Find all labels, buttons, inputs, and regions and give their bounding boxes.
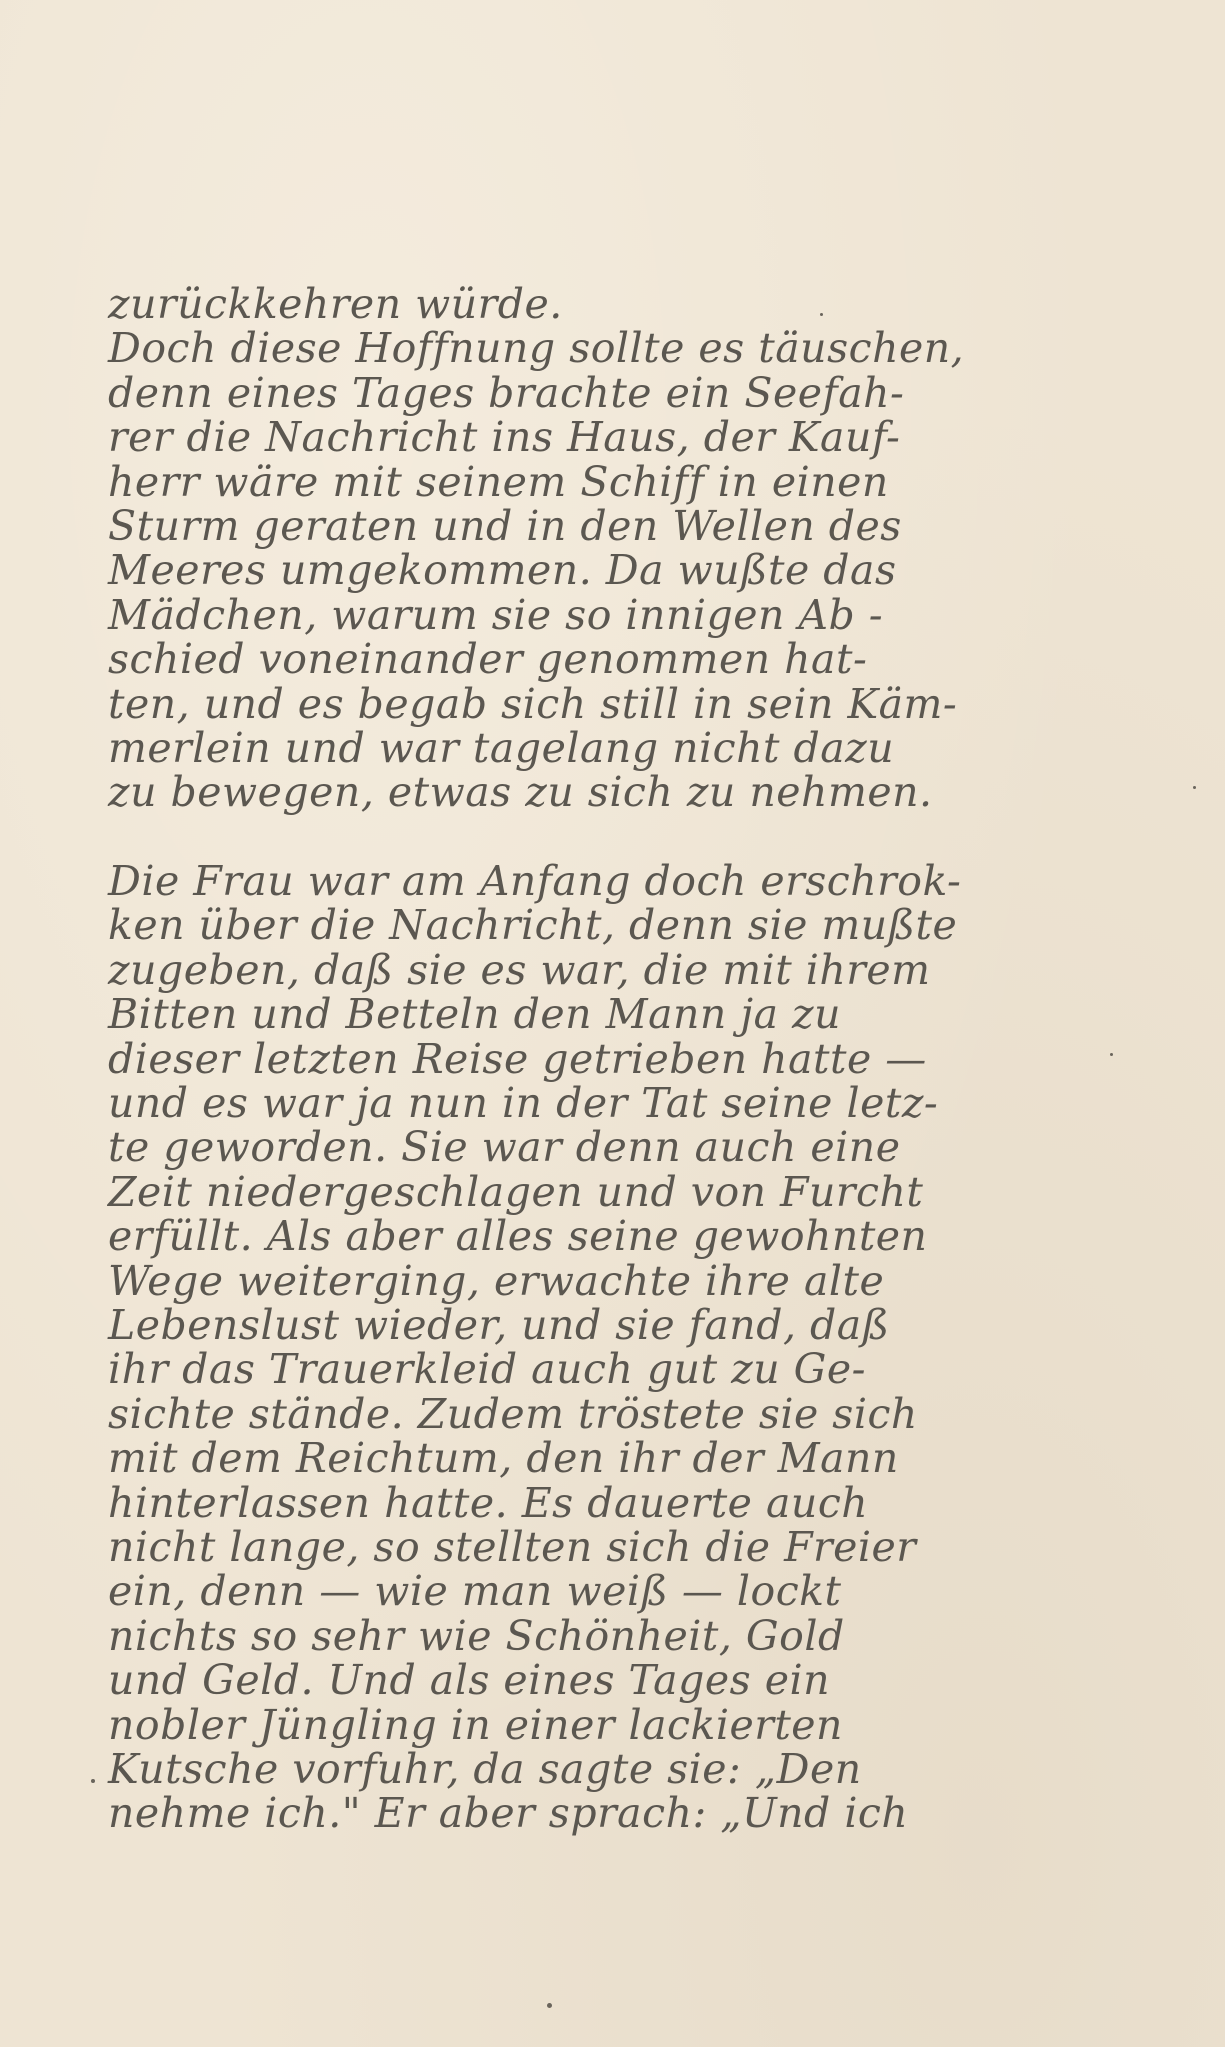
paragraph-spacer (108, 815, 1168, 859)
text-line: herr wäre mit seinem Schiff in einen (108, 457, 889, 506)
paragraph-1 (108, 282, 1168, 815)
text-line: hinterlassen hatte. Es dauerte auch (108, 1478, 869, 1527)
text-line: nehme ich." Er aber sprach: „Und ich (108, 1789, 909, 1838)
text-line: ein, denn — wie man weiß — lockt (108, 1567, 842, 1616)
text-line: te geworden. Sie war denn auch eine (108, 1123, 901, 1172)
text-line: dieser letzten Reise getrieben hatte — (108, 1034, 927, 1083)
text-line: und es war ja nun in der Tat seine letz- (108, 1079, 939, 1128)
text-line: sichte stände. Zudem tröstete sie sich (108, 1389, 918, 1438)
text-line: und Geld. Und als eines Tages ein (108, 1656, 830, 1705)
text-line: zu bewegen, etwas zu sich zu nehmen. (108, 768, 933, 817)
text-line: ihr das Trauerkleid auch gut zu Ge- (108, 1345, 867, 1394)
text-line: Lebenslust wieder, und sie fand, daß (108, 1300, 890, 1349)
text-line: Mädchen, warum sie so innigen Ab - (108, 590, 884, 639)
text-line: rer die Nachricht ins Haus, der Kauf- (108, 413, 901, 462)
text-line: nobler Jüngling in einer lackierten (108, 1700, 843, 1749)
ink-speck (1193, 786, 1196, 789)
text-line: ten, und es begab sich still in sein Käm- (108, 679, 958, 728)
ink-speck (820, 313, 823, 316)
text-line: Doch diese Hoffnung sollte es täuschen, (108, 324, 965, 373)
text-line: Die Frau war am Anfang doch erschrok- (108, 857, 962, 906)
paragraph-2 (108, 859, 1168, 1836)
text-line: erfüllt. Als aber alles seine gewohnten (108, 1212, 928, 1261)
text-line: Sturm geraten und in den Wellen des (108, 501, 902, 550)
text-line: nicht lange, so stellten sich die Freier (108, 1522, 917, 1571)
ink-speck (1110, 1053, 1113, 1056)
text-line: Kutsche vorfuhr, da sagte sie: „Den (108, 1744, 862, 1793)
ink-speck (547, 2003, 552, 2008)
text-line: zurückkehren würde. (108, 280, 563, 328)
text-line: nichts so sehr wie Schönheit, Gold (108, 1611, 845, 1660)
text-line: schied voneinander genommen hat- (108, 635, 868, 684)
text-line: Bitten und Betteln den Mann ja zu (108, 990, 842, 1039)
text-line: mit dem Reichtum, den ihr der Mann (108, 1434, 899, 1483)
handwritten-text (108, 282, 1168, 1836)
text-line: Zeit niedergeschlagen und von Furcht (108, 1167, 924, 1216)
text-line: zugeben, daß sie es war, die mit ihrem (108, 945, 931, 994)
ink-speck (91, 1779, 95, 1783)
text-line: Meeres umgekommen. Da wußte das (108, 546, 897, 595)
text-line: merlein und war tagelang nicht dazu (108, 723, 895, 772)
text-line: Wege weiterging, erwachte ihre alte (108, 1256, 885, 1305)
text-line: denn eines Tages brachte ein Seefah- (108, 368, 905, 417)
text-line: ken über die Nachricht, denn sie mußte (108, 901, 958, 950)
